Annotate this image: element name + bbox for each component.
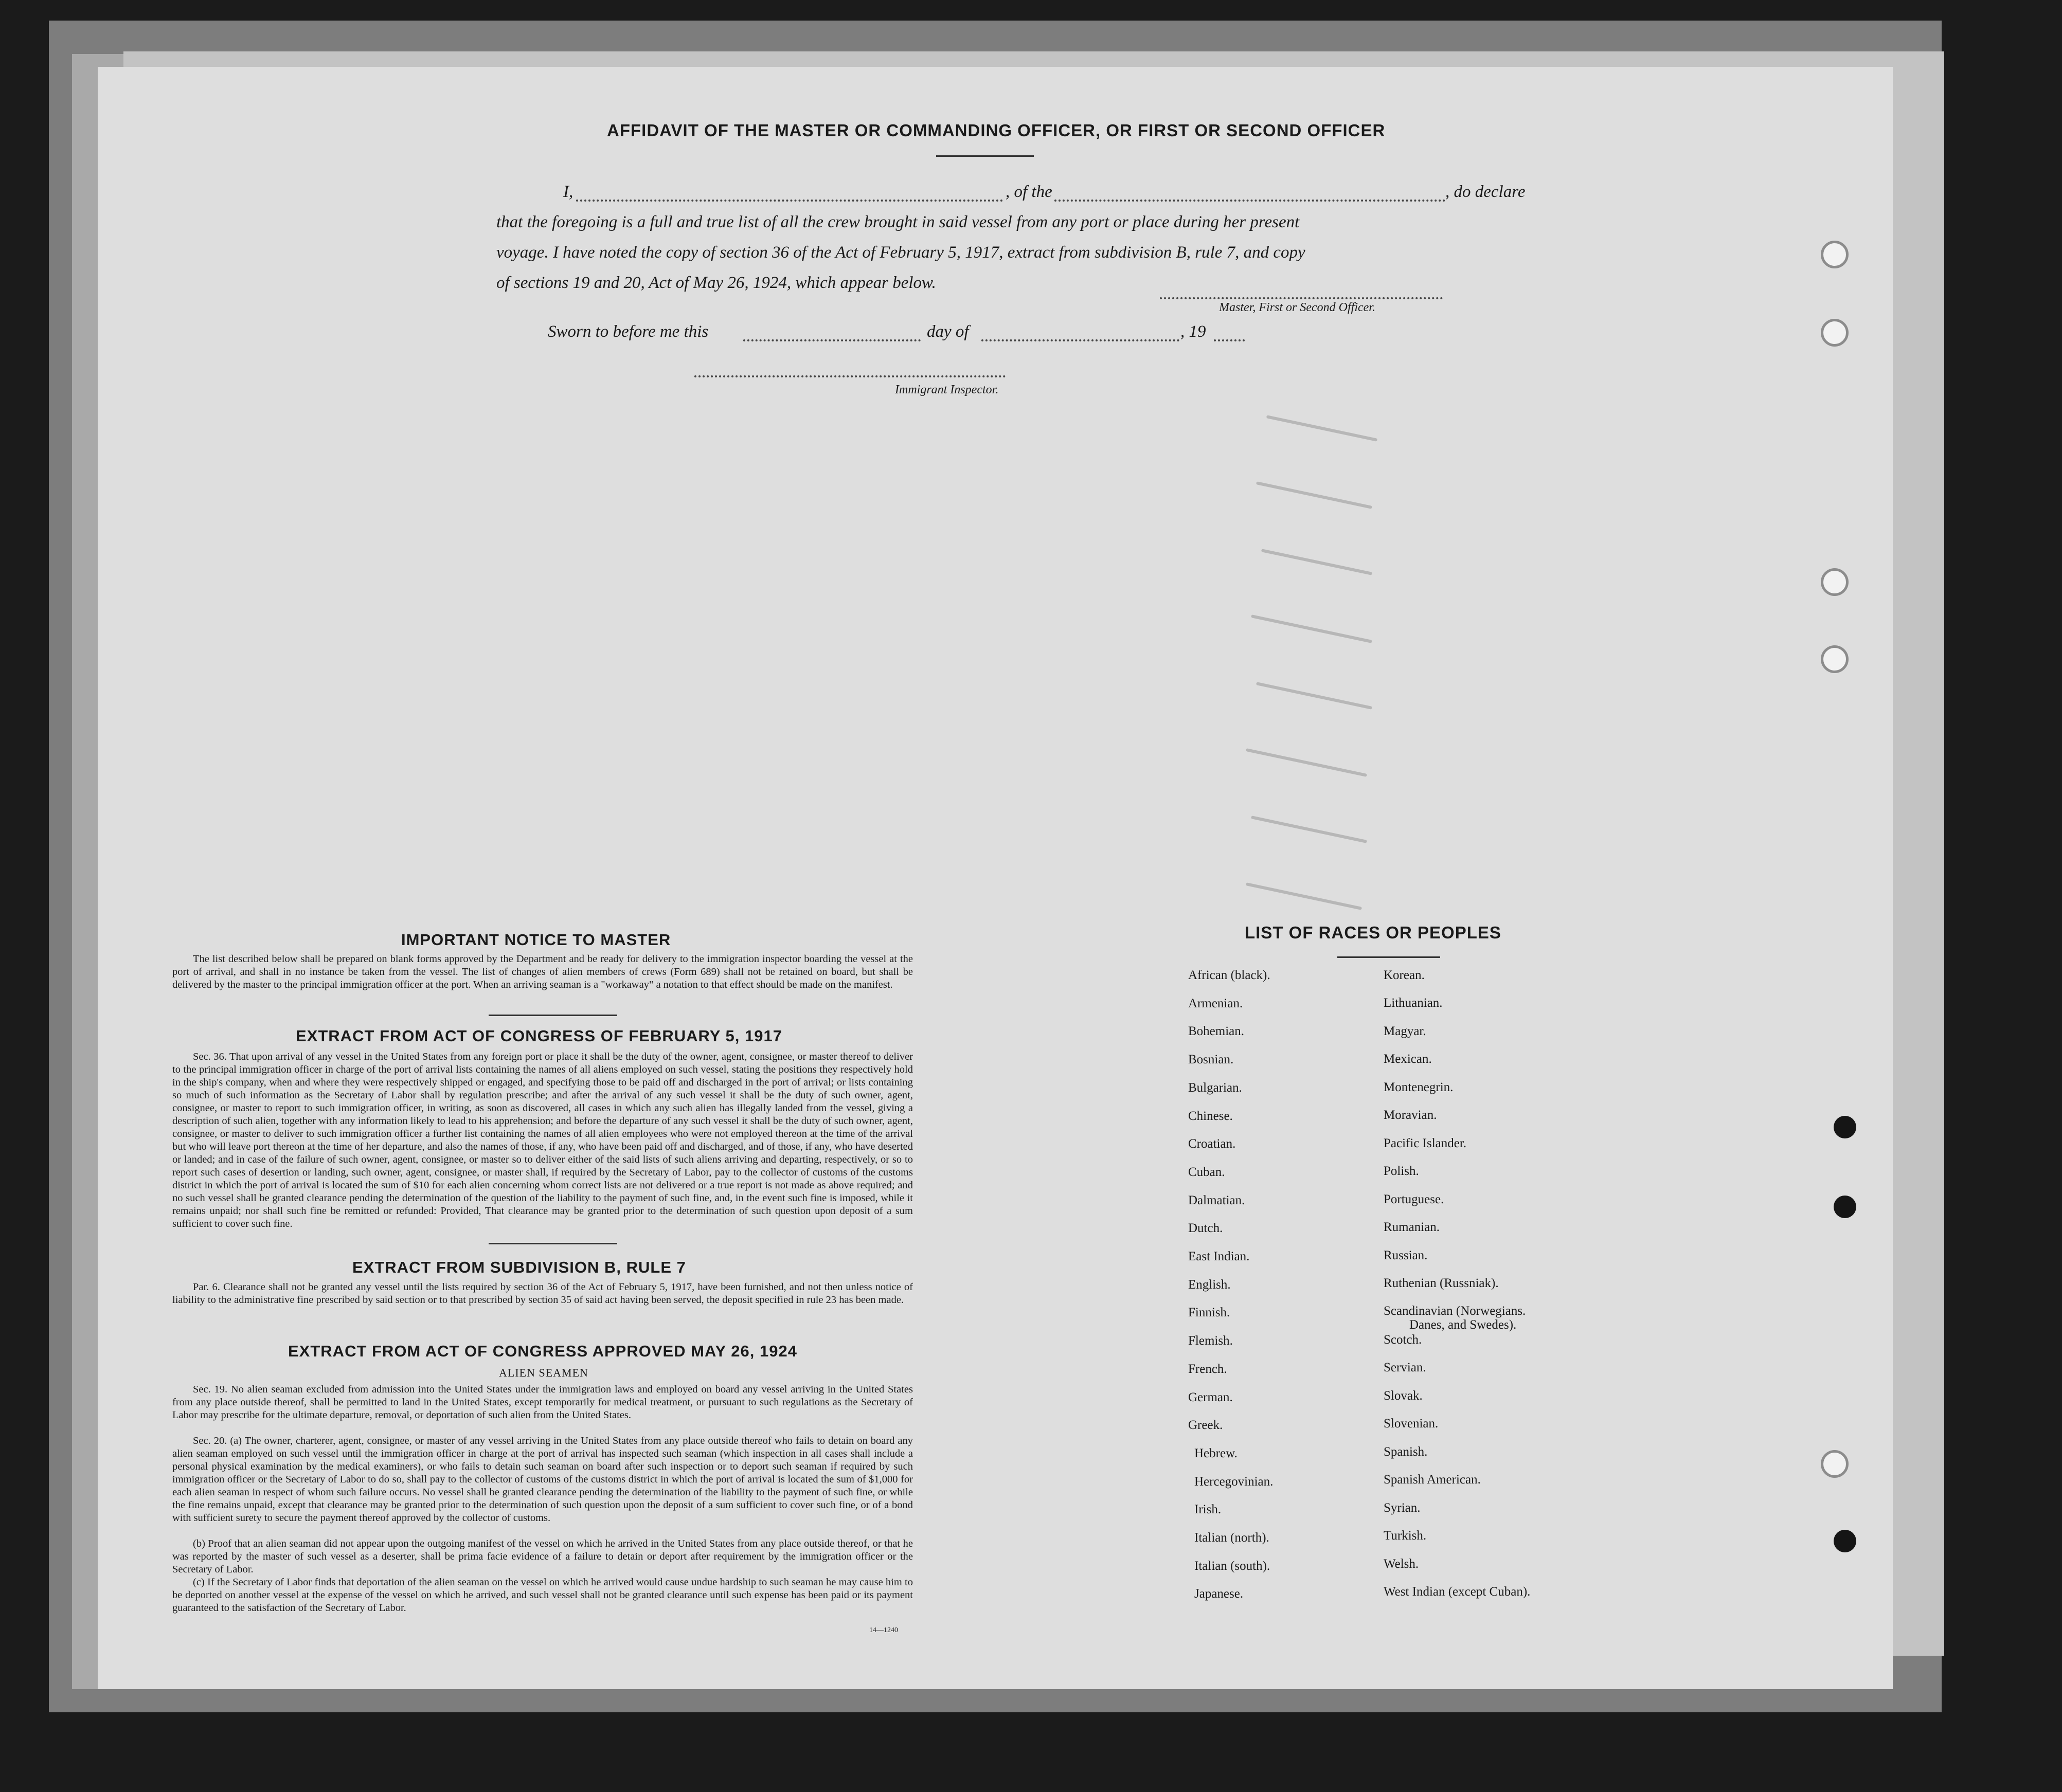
race-item: Moravian.: [1384, 1108, 1437, 1122]
sec-20b-body: (b) Proof that an alien seaman did not appear upon the outgoing manifest of the vessel on which he arrived in the United States from any place outside thereof, or that he was reported by the master of such vessel as a deserter, shall be prima facie evidence of a failure to detain or deport after requirement by the immigration officer or the Secretary of Labor.: [172, 1538, 913, 1575]
binder-hole-icon: [1821, 241, 1849, 268]
race-item: Russian.: [1384, 1248, 1428, 1262]
punched-hole-icon: [1834, 1116, 1856, 1138]
punched-hole-icon: [1834, 1530, 1856, 1552]
race-item: Welsh.: [1384, 1557, 1419, 1571]
race-item: Magyar.: [1384, 1024, 1426, 1038]
race-item: Ruthenian (Russniak).: [1384, 1276, 1499, 1290]
affidavit-page: [98, 67, 1893, 1689]
race-item: Bulgarian.: [1188, 1080, 1242, 1095]
race-item: Turkish.: [1384, 1529, 1427, 1543]
notice-title: IMPORTANT NOTICE TO MASTER: [401, 931, 671, 949]
of-the-label: , of the: [1006, 183, 1052, 201]
race-item: Japanese.: [1194, 1587, 1244, 1601]
race-item: Armenian.: [1188, 996, 1243, 1010]
race-item: Spanish American.: [1384, 1473, 1481, 1487]
race-item: Scotch.: [1384, 1333, 1422, 1347]
binder-hole-icon: [1821, 1450, 1849, 1478]
race-item: Hebrew.: [1194, 1446, 1238, 1460]
sworn-month-field[interactable]: [981, 339, 1179, 341]
punched-hole-icon: [1834, 1196, 1856, 1218]
race-item: Lithuanian.: [1384, 996, 1443, 1010]
extract-1917-body: Sec. 36. That upon arrival of any vessel in the United States from any foreign port or place it shall be the duty of the owner, agent, consignee, or master thereof to deliver to the principal immigration officer in charge of the port of arrival lists containing the names of all aliens employed on such vessel, stating the positions they respectively hold in the ship's company, when and where they were respectively shipped or engaged, and specifying those to be paid off and discharged in the port of arrival; or lists containing so much of such information as the Secretary of Labor shall by regulation prescribe; and after the arrival of any such vessel it shall be the duty of such owner, agent, consignee, or master to report to such immigration officer, in writing, as soon as discovered, all cases in which any such alien has illegally landed from the vessel, giving a description of such alien, together with any information likely to lead to his apprehension; and before the departure of any such vessel it shall be the duty of such owner, agent, consignee, or master to deliver to such immigration officer a further list containing the names of all alien employees who were not employed thereon at the time of the arrival but who will leave port thereon at the time of her departure, and also the names of those, if any, who have been paid off and discharged, and of those, if any, who have deserted or landed; and in case of the failure of such owner, agent, consignee, or master so to deliver either of the said lists of such aliens arriving and departing, respectively, or so to report such cases of desertion or landing, such owner, agent, consignee, or master shall, if required by the Secretary of Labor, pay to the collector of customs of the customs district in which the port of arrival is located the sum of $10 for each alien concerning whom correct lists are not delivered or a true report is not made as above required; and no such vessel shall be granted clearance pending the determination of the question of the liability to the payment of such fine, and, in the event such fine is imposed, while it remains unpaid; nor shall such fine be remitted or refunded: Provided, That clearance may be granted prior to the determination of such question upon deposit of a sum sufficient to cover such fine.: [172, 1051, 913, 1229]
race-item: Polish.: [1384, 1164, 1419, 1178]
race-item: Korean.: [1384, 968, 1425, 982]
race-item: Croatian.: [1188, 1137, 1236, 1151]
race-item: Dutch.: [1188, 1221, 1223, 1236]
races-title: LIST OF RACES OR PEOPLES: [1245, 923, 1501, 942]
bleed-through-mark: [1251, 614, 1372, 643]
master-caption: Master, First or Second Officer.: [1219, 301, 1375, 314]
races-divider: [1337, 956, 1440, 958]
race-item: African (black).: [1188, 968, 1270, 982]
affidavit-line-3: voyage. I have noted the copy of section 36 of the Act of February 5, 1917, extract from subdivision B, rule 7, and copy: [496, 243, 1305, 262]
race-item: Cuban.: [1188, 1165, 1225, 1179]
race-item: Spanish.: [1384, 1445, 1428, 1459]
extract-1917-title: EXTRACT FROM ACT OF CONGRESS OF FEBRUARY 5, 1917: [296, 1027, 782, 1045]
do-declare-label: , do declare: [1445, 183, 1526, 201]
sworn-year-field[interactable]: [1214, 339, 1245, 341]
race-item: English.: [1188, 1277, 1231, 1292]
bleed-through-mark: [1246, 748, 1367, 777]
sworn-day-field[interactable]: [743, 339, 921, 341]
race-item: Pacific Islander.: [1384, 1136, 1467, 1150]
sec-20a-body: Sec. 20. (a) The owner, charterer, agent, consignee, or master of any vessel arriving in the United States from any place outside thereof who fails to detain on board any alien seaman employed on such vessel until the immigration officer in charge at the port of arrival has inspected such seaman (which inspection in all cases shall include a personal physical examination by the medical examiners), or who fails to detain such seaman on board after such inspection or to deport such seaman if required by such immigration officer or the Secretary of Labor to do so, shall pay to the collector of customs of the customs district in which the port of arrival is located the sum of $1,000 for each alien seaman in respect of whom such failure occurs. No vessel shall be granted clearance pending the determination of the liability to the payment of such fine, or while the fine remains unpaid, except that clearance may be granted prior to the determination of such question upon the deposit of a sum sufficient to cover such fine, or of a bond with sufficient surety to secure the payment thereof approved by the collector of customs.: [172, 1435, 913, 1524]
binder-hole-icon: [1821, 319, 1849, 347]
day-of-label: day of: [927, 322, 969, 341]
inspector-signature-field[interactable]: [694, 375, 1006, 377]
race-item: Finnish.: [1188, 1306, 1230, 1320]
race-item: Mexican.: [1384, 1052, 1432, 1066]
bleed-through-mark: [1246, 882, 1362, 910]
race-item: Slovenian.: [1384, 1417, 1439, 1431]
notice-body: The list described below shall be prepared on blank forms approved by the Department and be ready for delivery to the immigration inspector boarding the vessel at the port of arrival, and shall in no instance be taken from the vessel. The list of changes of alien members of crews (Form 689) shall not be retained on board, but shall be delivered by the master to the principal immigration officer at the port. When an arriving seaman is a "workaway" a notation to that effect should be made on the manifest.: [172, 953, 913, 990]
race-item: West Indian (except Cuban).: [1384, 1585, 1531, 1599]
race-item: Syrian.: [1384, 1501, 1421, 1515]
race-item: German.: [1188, 1390, 1233, 1404]
affidavit-line-1: [563, 183, 573, 202]
race-item: East Indian.: [1188, 1250, 1250, 1263]
binder-hole-icon: [1821, 645, 1849, 673]
inspector-caption: Immigrant Inspector.: [895, 383, 999, 396]
race-item: Dalmatian.: [1188, 1193, 1245, 1207]
vessel-name-field[interactable]: [1054, 200, 1445, 202]
subdivision-b-body: Par. 6. Clearance shall not be granted any vessel until the lists required by section 36 of the Act of February 5, 1917, have been furnished, and not then unless notice of liability to the administrative fine prescribed by said section or to that prescribed by section 35 of said act having been served, the deposit specified in rule 23 has been made.: [172, 1281, 913, 1306]
race-item: Montenegrin.: [1384, 1080, 1454, 1094]
subdivision-b-title: EXTRACT FROM SUBDIVISION B, RULE 7: [352, 1258, 686, 1276]
affidavit-line-4: of sections 19 and 20, Act of May 26, 1924, which appear below.: [496, 274, 936, 292]
binder-hole-icon: [1821, 568, 1849, 596]
form-number: 14—1240: [869, 1626, 898, 1634]
race-item: Danes, and Swedes).: [1409, 1318, 1517, 1332]
affidavit-title: AFFIDAVIT OF THE MASTER OR COMMANDING OFFICER, OR FIRST OR SECOND OFFICER: [607, 121, 1386, 140]
sec-19-body: Sec. 19. No alien seaman excluded from admission into the United States under the immigration laws and employed on board any vessel arriving in the United States from any place outside thereof, shall be permitted to land in the United States, except temporarily for medical treatment, or pursuant to such regulations as the Secretary of Labor may prescribe for the ultimate departure, removal, or deportation of such alien from the United States.: [172, 1384, 913, 1421]
race-item: Hercegovinian.: [1194, 1474, 1274, 1489]
section-divider: [489, 1243, 617, 1244]
bleed-through-mark: [1251, 816, 1367, 843]
sworn-label: Sworn to before me this: [548, 322, 709, 341]
race-item: Italian (north).: [1194, 1531, 1269, 1545]
sec-20c-body: (c) If the Secretary of Labor finds that deportation of the alien seaman on the vessel on which he arrived would cause undue hardship to such seaman he may cause him to be deported on another vessel at the expense of the vessel on which he arrived, and such vessel shall not be granted clearance until such expense has been paid or its payment guaranteed to the satisfaction of the Secretary of Labor.: [172, 1577, 913, 1614]
race-item: Greek.: [1188, 1418, 1223, 1433]
race-item: Bosnian.: [1188, 1053, 1234, 1067]
race-item: Rumanian.: [1384, 1220, 1440, 1234]
race-item: Scandinavian (Norwegians.: [1384, 1304, 1526, 1318]
race-item: French.: [1188, 1362, 1227, 1376]
year-prefix-label: , 19: [1180, 322, 1206, 341]
bleed-through-mark: [1266, 415, 1377, 442]
affidavit-line-2: that the foregoing is a full and true list of all the crew brought in said vessel from any port or place during her present: [496, 213, 1300, 231]
race-item: Irish.: [1194, 1503, 1222, 1517]
race-item: Flemish.: [1188, 1334, 1233, 1348]
race-item: Chinese.: [1188, 1109, 1233, 1123]
race-item: Portuguese.: [1384, 1192, 1444, 1206]
race-item: Servian.: [1384, 1361, 1426, 1374]
race-item: Italian (south).: [1194, 1559, 1270, 1573]
race-item: Bohemian.: [1188, 1024, 1245, 1039]
race-item: Slovak.: [1384, 1389, 1423, 1403]
affidavit-i-label: I,: [563, 183, 573, 201]
master-signature-field[interactable]: [1160, 297, 1443, 299]
extract-1924-title: EXTRACT FROM ACT OF CONGRESS APPROVED MAY 26, 1924: [288, 1342, 797, 1360]
title-divider: [936, 155, 1034, 157]
bleed-through-mark: [1261, 549, 1372, 575]
alien-seamen-subtitle: ALIEN SEAMEN: [499, 1366, 588, 1379]
bleed-through-mark: [1256, 481, 1372, 509]
bleed-through-mark: [1256, 682, 1372, 710]
section-divider: [489, 1015, 617, 1016]
officer-name-field[interactable]: [576, 200, 1003, 202]
